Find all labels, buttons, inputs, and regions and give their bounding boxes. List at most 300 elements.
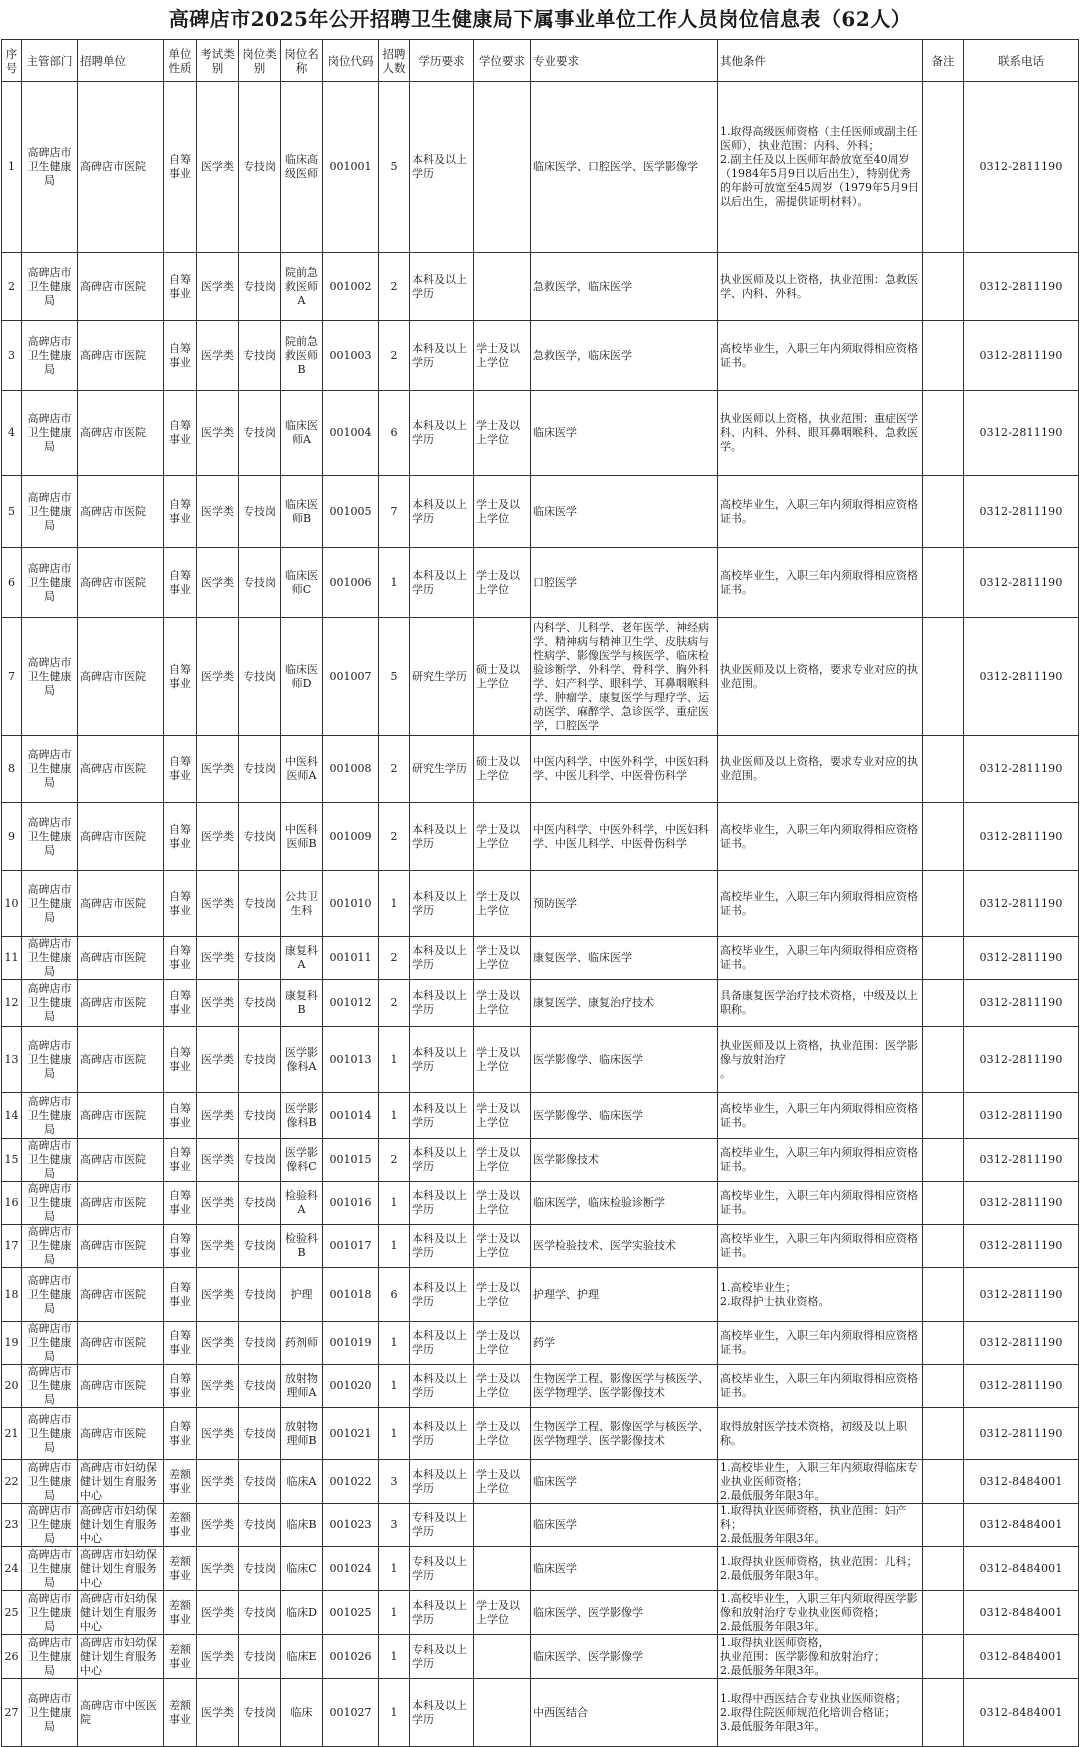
post-name-cell: 公共卫生科 bbox=[281, 871, 323, 937]
degree-cell: 硕士及以上学位 bbox=[474, 618, 531, 736]
post-code-cell: 001013 bbox=[323, 1027, 379, 1093]
dept-cell: 高碑店市卫生健康局 bbox=[22, 1591, 78, 1635]
seq-cell: 12 bbox=[2, 980, 22, 1027]
major-cell: 内科学、儿科学、老年医学、神经病学、精神病与精神卫生学、皮肤病与性病学、影像医学与核医学、临床检验诊断学、外科学、骨科学、胸外科学、妇产科学、眼科学、耳鼻咽喉科学、肿瘤学、康复医学与理疗学、运动医学、麻醉学、急诊医学、重症医学，口腔医学 bbox=[531, 618, 718, 736]
degree-cell: 学士及以上学位 bbox=[474, 476, 531, 548]
phone-cell: 0312-2811190 bbox=[964, 1093, 1079, 1139]
table-row bbox=[2, 1322, 1079, 1365]
nature-cell: 自筹事业 bbox=[164, 980, 197, 1027]
exam-cell: 医学类 bbox=[197, 1547, 239, 1591]
phone-cell: 0312-8484001 bbox=[964, 1460, 1079, 1504]
table-row bbox=[2, 736, 1079, 803]
degree-cell: 学士及以上学位 bbox=[474, 980, 531, 1027]
degree-cell bbox=[474, 1547, 531, 1591]
nature-cell: 自筹事业 bbox=[164, 1225, 197, 1268]
degree-cell bbox=[474, 253, 531, 321]
table-row bbox=[2, 1460, 1079, 1504]
education-cell: 本科及以上学历 bbox=[410, 980, 474, 1027]
degree-cell: 学士及以上学位 bbox=[474, 1182, 531, 1225]
unit-cell: 高碑店市中医医院 bbox=[78, 1679, 164, 1747]
major-cell: 临床医学 bbox=[531, 1547, 718, 1591]
count-cell: 1 bbox=[379, 1182, 410, 1225]
education-cell: 本科及以上学历 bbox=[410, 1365, 474, 1408]
education-cell: 专科及以上学历 bbox=[410, 1547, 474, 1591]
post-code-cell: 001026 bbox=[323, 1635, 379, 1679]
category-cell: 专技岗 bbox=[239, 1365, 281, 1408]
count-cell: 1 bbox=[379, 1322, 410, 1365]
header-count: 招聘人数 bbox=[379, 40, 410, 82]
degree-cell: 学士及以上学位 bbox=[474, 1408, 531, 1460]
note-cell bbox=[923, 1139, 964, 1182]
dept-cell: 高碑店市卫生健康局 bbox=[22, 1225, 78, 1268]
nature-cell: 差额事业 bbox=[164, 1591, 197, 1635]
count-cell: 2 bbox=[379, 1139, 410, 1182]
post-code-cell: 001022 bbox=[323, 1460, 379, 1504]
table-row bbox=[2, 803, 1079, 871]
dept-cell: 高碑店市卫生健康局 bbox=[22, 321, 78, 391]
other-conditions-cell: 高校毕业生，入职三年内须取得相应资格证书。 bbox=[718, 548, 923, 618]
header-unit: 招聘单位 bbox=[78, 40, 164, 82]
unit-cell: 高碑店市医院 bbox=[78, 980, 164, 1027]
post-name-cell: 临床医师A bbox=[281, 391, 323, 476]
nature-cell: 自筹事业 bbox=[164, 803, 197, 871]
phone-cell: 0312-2811190 bbox=[964, 253, 1079, 321]
education-cell: 本科及以上学历 bbox=[410, 1322, 474, 1365]
other-conditions-cell: 1.取得执业医师资格， 执业范围：医学影像和放射治疗； 2.最低服务年限3年。 bbox=[718, 1635, 923, 1679]
nature-cell: 自筹事业 bbox=[164, 937, 197, 980]
note-cell bbox=[923, 871, 964, 937]
table-row bbox=[2, 937, 1079, 980]
other-conditions-cell: 具备康复医学治疗技术资格，中级及以上职称。 bbox=[718, 980, 923, 1027]
post-code-cell: 001020 bbox=[323, 1365, 379, 1408]
dept-cell: 高碑店市卫生健康局 bbox=[22, 937, 78, 980]
unit-cell: 高碑店市医院 bbox=[78, 1027, 164, 1093]
category-cell: 专技岗 bbox=[239, 937, 281, 980]
exam-cell: 医学类 bbox=[197, 391, 239, 476]
dept-cell: 高碑店市卫生健康局 bbox=[22, 253, 78, 321]
nature-cell: 自筹事业 bbox=[164, 476, 197, 548]
exam-cell: 医学类 bbox=[197, 321, 239, 391]
other-conditions-cell: 取得放射医学技术资格，初级及以上职称。 bbox=[718, 1408, 923, 1460]
table-row bbox=[2, 1225, 1079, 1268]
nature-cell: 差额事业 bbox=[164, 1547, 197, 1591]
post-code-cell: 001007 bbox=[323, 618, 379, 736]
other-conditions-cell: 高校毕业生，入职三年内须取得相应资格证书。 bbox=[718, 1139, 923, 1182]
count-cell: 1 bbox=[379, 1365, 410, 1408]
dept-cell: 高碑店市卫生健康局 bbox=[22, 1504, 78, 1547]
exam-cell: 医学类 bbox=[197, 548, 239, 618]
category-cell: 专技岗 bbox=[239, 1322, 281, 1365]
post-name-cell: 临床B bbox=[281, 1504, 323, 1547]
phone-cell: 0312-2811190 bbox=[964, 937, 1079, 980]
count-cell: 2 bbox=[379, 321, 410, 391]
job-table bbox=[1, 39, 1079, 1747]
other-conditions-cell: 高校毕业生，入职三年内须取得相应资格证书。 bbox=[718, 1182, 923, 1225]
phone-cell: 0312-2811190 bbox=[964, 391, 1079, 476]
category-cell: 专技岗 bbox=[239, 736, 281, 803]
note-cell bbox=[923, 1365, 964, 1408]
count-cell: 1 bbox=[379, 548, 410, 618]
dept-cell: 高碑店市卫生健康局 bbox=[22, 1365, 78, 1408]
unit-cell: 高碑店市医院 bbox=[78, 736, 164, 803]
header-other: 其他条件 bbox=[718, 40, 923, 82]
count-cell: 5 bbox=[379, 82, 410, 253]
count-cell: 2 bbox=[379, 937, 410, 980]
seq-cell: 10 bbox=[2, 871, 22, 937]
header-nature: 单位性质 bbox=[164, 40, 197, 82]
other-conditions-cell: 高校毕业生，入职三年内须取得相应资格证书。 bbox=[718, 803, 923, 871]
education-cell: 本科及以上学历 bbox=[410, 1679, 474, 1747]
nature-cell: 差额事业 bbox=[164, 1460, 197, 1504]
post-name-cell: 院前急救医师B bbox=[281, 321, 323, 391]
unit-cell: 高碑店市医院 bbox=[78, 321, 164, 391]
post-name-cell: 临床医师B bbox=[281, 476, 323, 548]
category-cell: 专技岗 bbox=[239, 1547, 281, 1591]
other-conditions-cell: 1.高校毕业生，入职三年内须取得医学影像和放射治疗专业执业医师资格； 2.最低服务年限3年。 bbox=[718, 1591, 923, 1635]
category-cell: 专技岗 bbox=[239, 1504, 281, 1547]
note-cell bbox=[923, 1460, 964, 1504]
seq-cell: 22 bbox=[2, 1460, 22, 1504]
category-cell: 专技岗 bbox=[239, 1225, 281, 1268]
exam-cell: 医学类 bbox=[197, 1322, 239, 1365]
dept-cell: 高碑店市卫生健康局 bbox=[22, 391, 78, 476]
post-code-cell: 001009 bbox=[323, 803, 379, 871]
post-code-cell: 001005 bbox=[323, 476, 379, 548]
exam-cell: 医学类 bbox=[197, 1225, 239, 1268]
count-cell: 1 bbox=[379, 1225, 410, 1268]
dept-cell: 高碑店市卫生健康局 bbox=[22, 618, 78, 736]
degree-cell: 学士及以上学位 bbox=[474, 1460, 531, 1504]
unit-cell: 高碑店市妇幼保健计划生育服务中心 bbox=[78, 1591, 164, 1635]
note-cell bbox=[923, 1093, 964, 1139]
nature-cell: 自筹事业 bbox=[164, 1365, 197, 1408]
note-cell bbox=[923, 1504, 964, 1547]
post-code-cell: 001015 bbox=[323, 1139, 379, 1182]
major-cell: 临床医学 bbox=[531, 1460, 718, 1504]
dept-cell: 高碑店市卫生健康局 bbox=[22, 1547, 78, 1591]
exam-cell: 医学类 bbox=[197, 980, 239, 1027]
other-conditions-cell: 1.取得高级医师资格（主任医师或副主任医师），执业范围：内科、外科； 2.副主任及以上医师年龄放宽至40周岁（1984年5月9日以后出生），特别优秀的年龄可放宽至45周岁（1979年5月9日以后出生，需提供证明材料）。 bbox=[718, 82, 923, 253]
education-cell: 本科及以上学历 bbox=[410, 548, 474, 618]
phone-cell: 0312-2811190 bbox=[964, 321, 1079, 391]
other-conditions-cell: 1.高校毕业生； 2.取得护士执业资格。 bbox=[718, 1268, 923, 1322]
header-category: 岗位类别 bbox=[239, 40, 281, 82]
phone-cell: 0312-2811190 bbox=[964, 1225, 1079, 1268]
education-cell: 本科及以上学历 bbox=[410, 1027, 474, 1093]
post-name-cell: 护理 bbox=[281, 1268, 323, 1322]
nature-cell: 自筹事业 bbox=[164, 253, 197, 321]
seq-cell: 6 bbox=[2, 548, 22, 618]
table-row bbox=[2, 476, 1079, 548]
table-row bbox=[2, 1547, 1079, 1591]
other-conditions-cell: 高校毕业生，入职三年内须取得相应资格证书。 bbox=[718, 476, 923, 548]
major-cell: 中医内科学、中医外科学，中医妇科学、中医儿科学、中医骨伤科学 bbox=[531, 736, 718, 803]
seq-cell: 9 bbox=[2, 803, 22, 871]
phone-cell: 0312-2811190 bbox=[964, 980, 1079, 1027]
note-cell bbox=[923, 82, 964, 253]
table-row bbox=[2, 1408, 1079, 1460]
nature-cell: 差额事业 bbox=[164, 1635, 197, 1679]
count-cell: 2 bbox=[379, 803, 410, 871]
dept-cell: 高碑店市卫生健康局 bbox=[22, 1322, 78, 1365]
education-cell: 本科及以上学历 bbox=[410, 1093, 474, 1139]
education-cell: 本科及以上学历 bbox=[410, 1460, 474, 1504]
seq-cell: 25 bbox=[2, 1591, 22, 1635]
education-cell: 本科及以上学历 bbox=[410, 1225, 474, 1268]
post-name-cell: 临床E bbox=[281, 1635, 323, 1679]
nature-cell: 自筹事业 bbox=[164, 871, 197, 937]
nature-cell: 自筹事业 bbox=[164, 736, 197, 803]
category-cell: 专技岗 bbox=[239, 1139, 281, 1182]
category-cell: 专技岗 bbox=[239, 1635, 281, 1679]
post-code-cell: 001008 bbox=[323, 736, 379, 803]
table-row bbox=[2, 1679, 1079, 1747]
other-conditions-cell: 1.取得中西医结合专业执业医师资格； 2.取得住院医师规范化培训合格证； 3.最低服务年限3年。 bbox=[718, 1679, 923, 1747]
unit-cell: 高碑店市医院 bbox=[78, 253, 164, 321]
phone-cell: 0312-8484001 bbox=[964, 1679, 1079, 1747]
exam-cell: 医学类 bbox=[197, 1139, 239, 1182]
major-cell: 药学 bbox=[531, 1322, 718, 1365]
education-cell: 研究生学历 bbox=[410, 618, 474, 736]
seq-cell: 5 bbox=[2, 476, 22, 548]
exam-cell: 医学类 bbox=[197, 618, 239, 736]
dept-cell: 高碑店市卫生健康局 bbox=[22, 1408, 78, 1460]
exam-cell: 医学类 bbox=[197, 736, 239, 803]
header-tel: 联系电话 bbox=[964, 40, 1079, 82]
post-code-cell: 001006 bbox=[323, 548, 379, 618]
unit-cell: 高碑店市医院 bbox=[78, 1408, 164, 1460]
header-dept: 主管部门 bbox=[22, 40, 78, 82]
nature-cell: 自筹事业 bbox=[164, 618, 197, 736]
major-cell: 医学检验技术、医学实验技术 bbox=[531, 1225, 718, 1268]
other-conditions-cell: 高校毕业生，入职三年内须取得相应资格证书。 bbox=[718, 937, 923, 980]
seq-cell: 3 bbox=[2, 321, 22, 391]
table-row bbox=[2, 1504, 1079, 1547]
phone-cell: 0312-2811190 bbox=[964, 618, 1079, 736]
post-name-cell: 中医科医师B bbox=[281, 803, 323, 871]
post-name-cell: 医学影像科B bbox=[281, 1093, 323, 1139]
exam-cell: 医学类 bbox=[197, 1182, 239, 1225]
note-cell bbox=[923, 1547, 964, 1591]
unit-cell: 高碑店市医院 bbox=[78, 937, 164, 980]
count-cell: 6 bbox=[379, 1268, 410, 1322]
page-title: 高碑店市2025年公开招聘卫生健康局下属事业单位工作人员岗位信息表（62人） bbox=[168, 6, 912, 31]
nature-cell: 自筹事业 bbox=[164, 548, 197, 618]
table-row bbox=[2, 253, 1079, 321]
header-education: 学历要求 bbox=[410, 40, 474, 82]
post-name-cell: 临床C bbox=[281, 1547, 323, 1591]
seq-cell: 2 bbox=[2, 253, 22, 321]
header-exam: 考试类别 bbox=[197, 40, 239, 82]
phone-cell: 0312-2811190 bbox=[964, 1268, 1079, 1322]
header-major: 专业要求 bbox=[531, 40, 718, 82]
table-row bbox=[2, 321, 1079, 391]
degree-cell: 学士及以上学位 bbox=[474, 1268, 531, 1322]
post-name-cell: 检验科A bbox=[281, 1182, 323, 1225]
post-code-cell: 001024 bbox=[323, 1547, 379, 1591]
phone-cell: 0312-2811190 bbox=[964, 1365, 1079, 1408]
degree-cell: 学士及以上学位 bbox=[474, 1365, 531, 1408]
post-name-cell: 检验科B bbox=[281, 1225, 323, 1268]
degree-cell: 学士及以上学位 bbox=[474, 1322, 531, 1365]
table-row bbox=[2, 618, 1079, 736]
seq-cell: 13 bbox=[2, 1027, 22, 1093]
seq-cell: 23 bbox=[2, 1504, 22, 1547]
count-cell: 1 bbox=[379, 1408, 410, 1460]
header-note: 备注 bbox=[923, 40, 964, 82]
phone-cell: 0312-8484001 bbox=[964, 1591, 1079, 1635]
degree-cell: 学士及以上学位 bbox=[474, 391, 531, 476]
major-cell: 中西医结合 bbox=[531, 1679, 718, 1747]
post-code-cell: 001003 bbox=[323, 321, 379, 391]
education-cell: 本科及以上学历 bbox=[410, 1268, 474, 1322]
count-cell: 1 bbox=[379, 1679, 410, 1747]
note-cell bbox=[923, 1182, 964, 1225]
nature-cell: 自筹事业 bbox=[164, 1268, 197, 1322]
exam-cell: 医学类 bbox=[197, 803, 239, 871]
note-cell bbox=[923, 618, 964, 736]
post-name-cell: 临床D bbox=[281, 1591, 323, 1635]
degree-cell: 学士及以上学位 bbox=[474, 548, 531, 618]
education-cell: 研究生学历 bbox=[410, 736, 474, 803]
major-cell: 生物医学工程、影像医学与核医学、医学物理学、医学影像技术 bbox=[531, 1408, 718, 1460]
other-conditions-cell: 高校毕业生，入职三年内须取得相应资格证书。 bbox=[718, 1365, 923, 1408]
post-name-cell: 康复科B bbox=[281, 980, 323, 1027]
phone-cell: 0312-2811190 bbox=[964, 736, 1079, 803]
major-cell: 生物医学工程、影像医学与核医学、医学物理学、医学影像技术 bbox=[531, 1365, 718, 1408]
note-cell bbox=[923, 548, 964, 618]
seq-cell: 26 bbox=[2, 1635, 22, 1679]
education-cell: 本科及以上学历 bbox=[410, 1408, 474, 1460]
category-cell: 专技岗 bbox=[239, 1679, 281, 1747]
dept-cell: 高碑店市卫生健康局 bbox=[22, 1182, 78, 1225]
major-cell: 中医内科学、中医外科学，中医妇科学、中医儿科学、中医骨伤科学 bbox=[531, 803, 718, 871]
nature-cell: 自筹事业 bbox=[164, 1322, 197, 1365]
post-name-cell: 临床高级医师 bbox=[281, 82, 323, 253]
note-cell bbox=[923, 1408, 964, 1460]
phone-cell: 0312-8484001 bbox=[964, 1547, 1079, 1591]
major-cell: 临床医学 bbox=[531, 1504, 718, 1547]
degree-cell: 学士及以上学位 bbox=[474, 1093, 531, 1139]
seq-cell: 15 bbox=[2, 1139, 22, 1182]
exam-cell: 医学类 bbox=[197, 1679, 239, 1747]
other-conditions-cell: 1.取得执业医师资格，执业范围：妇产科； 2.最低服务年限3年。 bbox=[718, 1504, 923, 1547]
post-name-cell: 康复科A bbox=[281, 937, 323, 980]
note-cell bbox=[923, 1635, 964, 1679]
header-row bbox=[2, 40, 1079, 82]
note-cell bbox=[923, 476, 964, 548]
phone-cell: 0312-2811190 bbox=[964, 548, 1079, 618]
nature-cell: 自筹事业 bbox=[164, 321, 197, 391]
post-code-cell: 001023 bbox=[323, 1504, 379, 1547]
header-no: 序号 bbox=[2, 40, 22, 82]
table-row bbox=[2, 1139, 1079, 1182]
category-cell: 专技岗 bbox=[239, 321, 281, 391]
degree-cell: 学士及以上学位 bbox=[474, 871, 531, 937]
exam-cell: 医学类 bbox=[197, 253, 239, 321]
category-cell: 专技岗 bbox=[239, 1027, 281, 1093]
category-cell: 专技岗 bbox=[239, 253, 281, 321]
education-cell: 本科及以上学历 bbox=[410, 1139, 474, 1182]
count-cell: 6 bbox=[379, 391, 410, 476]
dept-cell: 高碑店市卫生健康局 bbox=[22, 82, 78, 253]
unit-cell: 高碑店市医院 bbox=[78, 618, 164, 736]
seq-cell: 14 bbox=[2, 1093, 22, 1139]
note-cell bbox=[923, 1322, 964, 1365]
dept-cell: 高碑店市卫生健康局 bbox=[22, 1093, 78, 1139]
dept-cell: 高碑店市卫生健康局 bbox=[22, 548, 78, 618]
phone-cell: 0312-2811190 bbox=[964, 82, 1079, 253]
dept-cell: 高碑店市卫生健康局 bbox=[22, 1460, 78, 1504]
count-cell: 1 bbox=[379, 1635, 410, 1679]
count-cell: 1 bbox=[379, 1027, 410, 1093]
degree-cell: 学士及以上学位 bbox=[474, 1139, 531, 1182]
table-row bbox=[2, 980, 1079, 1027]
note-cell bbox=[923, 253, 964, 321]
phone-cell: 0312-2811190 bbox=[964, 1027, 1079, 1093]
other-conditions-cell: 执业医师及以上资格，执业范围：医学影像与放射治疗 。 bbox=[718, 1027, 923, 1093]
table-row bbox=[2, 1268, 1079, 1322]
post-code-cell: 001018 bbox=[323, 1268, 379, 1322]
post-name-cell: 临床A bbox=[281, 1460, 323, 1504]
count-cell: 1 bbox=[379, 871, 410, 937]
unit-cell: 高碑店市医院 bbox=[78, 476, 164, 548]
post-code-cell: 001001 bbox=[323, 82, 379, 253]
dept-cell: 高碑店市卫生健康局 bbox=[22, 736, 78, 803]
major-cell: 临床医学，临床检验诊断学 bbox=[531, 1182, 718, 1225]
seq-cell: 7 bbox=[2, 618, 22, 736]
exam-cell: 医学类 bbox=[197, 1365, 239, 1408]
note-cell bbox=[923, 937, 964, 980]
unit-cell: 高碑店市医院 bbox=[78, 1093, 164, 1139]
count-cell: 7 bbox=[379, 476, 410, 548]
post-name-cell: 院前急救医师A bbox=[281, 253, 323, 321]
count-cell: 1 bbox=[379, 1591, 410, 1635]
degree-cell: 学士及以上学位 bbox=[474, 1591, 531, 1635]
exam-cell: 医学类 bbox=[197, 937, 239, 980]
degree-cell: 学士及以上学位 bbox=[474, 1225, 531, 1268]
education-cell: 专科及以上学历 bbox=[410, 1635, 474, 1679]
phone-cell: 0312-2811190 bbox=[964, 1139, 1079, 1182]
dept-cell: 高碑店市卫生健康局 bbox=[22, 476, 78, 548]
major-cell: 康复医学、临床医学 bbox=[531, 937, 718, 980]
post-code-cell: 001010 bbox=[323, 871, 379, 937]
exam-cell: 医学类 bbox=[197, 1408, 239, 1460]
major-cell: 临床医学、医学影像学 bbox=[531, 1635, 718, 1679]
unit-cell: 高碑店市医院 bbox=[78, 1268, 164, 1322]
seq-cell: 8 bbox=[2, 736, 22, 803]
nature-cell: 自筹事业 bbox=[164, 1408, 197, 1460]
degree-cell: 学士及以上学位 bbox=[474, 937, 531, 980]
post-code-cell: 001014 bbox=[323, 1093, 379, 1139]
note-cell bbox=[923, 1591, 964, 1635]
post-name-cell: 放射物理师B bbox=[281, 1408, 323, 1460]
category-cell: 专技岗 bbox=[239, 980, 281, 1027]
education-cell: 本科及以上学历 bbox=[410, 937, 474, 980]
education-cell: 本科及以上学历 bbox=[410, 476, 474, 548]
seq-cell: 19 bbox=[2, 1322, 22, 1365]
category-cell: 专技岗 bbox=[239, 1182, 281, 1225]
post-name-cell: 放射物理师A bbox=[281, 1365, 323, 1408]
phone-cell: 0312-2811190 bbox=[964, 871, 1079, 937]
unit-cell: 高碑店市医院 bbox=[78, 548, 164, 618]
education-cell: 本科及以上学历 bbox=[410, 82, 474, 253]
phone-cell: 0312-2811190 bbox=[964, 476, 1079, 548]
header-post: 岗位名称 bbox=[281, 40, 323, 82]
note-cell bbox=[923, 1225, 964, 1268]
post-code-cell: 001021 bbox=[323, 1408, 379, 1460]
note-cell bbox=[923, 321, 964, 391]
